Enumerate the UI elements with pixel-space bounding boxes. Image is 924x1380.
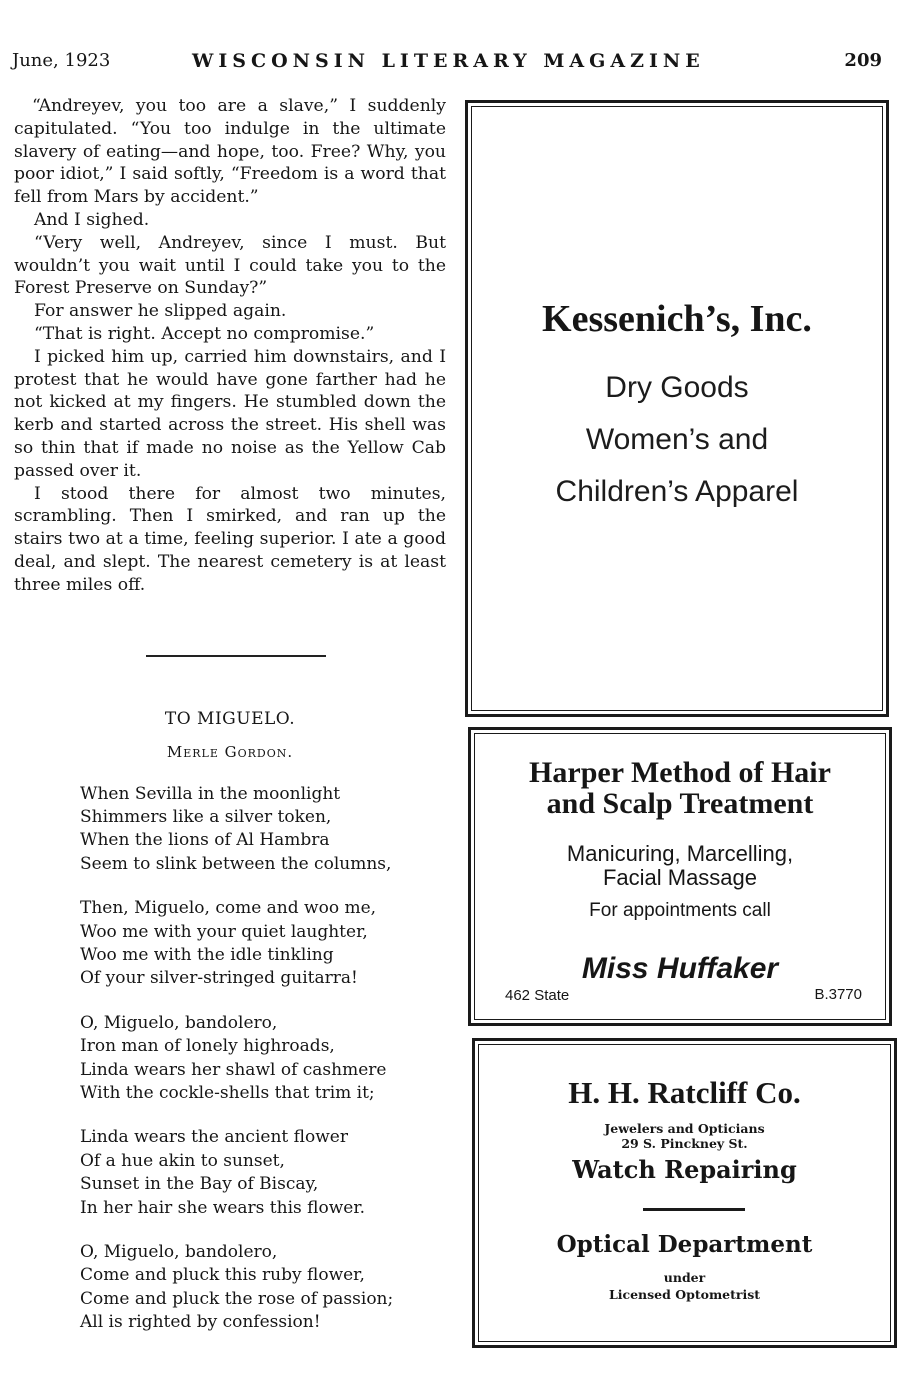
poem-line: When Sevilla in the moonlight	[80, 783, 341, 804]
poem-stanza	[80, 1241, 446, 1335]
ad-services-line: Manicuring, Marcelling,	[566, 841, 794, 866]
magazine-title: WISCONSIN LITERARY MAGAZINE	[192, 50, 705, 72]
page-number: 209	[844, 50, 882, 71]
poem-line: Come and pluck the rose of passion;	[80, 1288, 394, 1309]
poem-line: Woo me with the idle tinkling	[80, 944, 334, 965]
poem-line: All is righted by confession!	[80, 1312, 321, 1333]
poem-stanza	[80, 1126, 446, 1220]
poem-line: Of a hue akin to sunset,	[80, 1150, 285, 1171]
ad-line: Dry Goods	[605, 371, 749, 404]
advertiser-name: H. H. Ratcliff Co.	[568, 1075, 801, 1110]
advertiser-name: Kessenich’s, Inc.	[542, 298, 812, 340]
poem-author: Merle Gordon.	[166, 742, 294, 761]
ad-services-line: Facial Massage	[602, 865, 758, 890]
poem-line: With the cockle-shells that trim it;	[80, 1083, 375, 1103]
poem-line: Shimmers like a silver token,	[80, 806, 332, 827]
poem-line: O, Miguelo, bandolero,	[80, 1012, 278, 1033]
poem-body	[14, 783, 446, 1335]
poem-line: When the lions of Al Hambra	[80, 830, 330, 851]
ad-address: 29 S. Pinckney St.	[621, 1136, 748, 1151]
ad-divider	[643, 1208, 745, 1211]
issue-date: June, 1923	[12, 50, 111, 71]
poem-line: Woo me with your quiet laughter,	[80, 921, 368, 942]
poem-line: O, Miguelo, bandolero,	[80, 1242, 278, 1263]
poem-title: TO MIGUELO.	[164, 708, 296, 729]
ad-headline-line: Harper Method of Hair	[529, 756, 831, 789]
poem-stanza	[80, 897, 446, 991]
poem-line: Linda wears the ancient flower	[80, 1127, 348, 1148]
page-header	[12, 50, 882, 78]
section-divider	[146, 655, 326, 657]
poem-line: In her hair she wears this flower.	[80, 1197, 365, 1218]
story-paragraph: I picked him up, carried him downstairs, and I protest that he would have gone farther had he not kicked at my fingers. He stumbled down the kerb and started across the street. His shell was so thin that if made no noise as the Yellow Cab passed over it.	[14, 346, 446, 481]
poem-line: Come and pluck this ruby flower,	[80, 1265, 365, 1286]
story-paragraph: “Andreyev, you too are a slave,” I suddenly capitulated. “You too indulge in the ultimate slavery of eating—and hope, too. Free? Why, you poor idiot,” I said softly, “Freedom is a word that fell from Mars by accident.”	[14, 96, 446, 208]
poem-line: Seem to slink between the columns,	[80, 853, 392, 874]
story-paragraph: And I sighed.	[34, 209, 150, 230]
ad-address: 462 State	[505, 987, 570, 1004]
ad-service: Watch Repairing	[572, 1155, 797, 1184]
ratcliff-advertisement	[472, 1038, 897, 1348]
ad-line: Children’s Apparel	[555, 475, 799, 508]
harper-advertisement	[468, 727, 892, 1026]
ad-department: Optical Department	[556, 1231, 813, 1258]
poem-line: Linda wears her shawl of cashmere	[80, 1059, 387, 1080]
story-paragraph: “Very well, Andreyev, since I must. But wouldn’t you wait until I could take you to the Forest Preserve on Sunday?”	[14, 232, 446, 299]
story-paragraph: I stood there for almost two minutes, scrambling. Then I smirked, and ran up the stairs two at a time, feeling superior. I ate a good deal, and slept. The nearest cemetery is at least three miles off.	[14, 483, 446, 595]
poem-stanza	[80, 783, 446, 877]
ad-phone: B.3770	[814, 986, 862, 1003]
poem-line: Then, Miguelo, come and woo me,	[80, 898, 377, 919]
poem-line: Iron man of lonely highroads,	[80, 1036, 335, 1057]
ad-optometrist: Licensed Optometrist	[608, 1287, 761, 1302]
story-text	[14, 95, 446, 597]
poem-line: Of your silver-stringed guitarra!	[80, 968, 358, 989]
kessenich-advertisement	[465, 100, 889, 717]
ad-headline-line: and Scalp Treatment	[546, 787, 814, 820]
left-column	[14, 95, 446, 1335]
ad-under: under	[663, 1270, 706, 1285]
story-paragraph: For answer he slipped again.	[34, 301, 287, 322]
poem-stanza	[80, 1012, 446, 1106]
poem-line: Sunset in the Bay of Biscay,	[80, 1174, 319, 1195]
ad-trade: Jewelers and Opticians	[604, 1121, 765, 1136]
ad-contact-name: Miss Huffaker	[581, 952, 779, 985]
ad-headline	[471, 757, 889, 819]
ad-call-text: For appointments call	[589, 900, 771, 921]
ad-services	[471, 842, 889, 890]
story-paragraph: “That is right. Accept no compromise.”	[34, 323, 375, 344]
ad-line: Women’s and	[585, 423, 769, 456]
